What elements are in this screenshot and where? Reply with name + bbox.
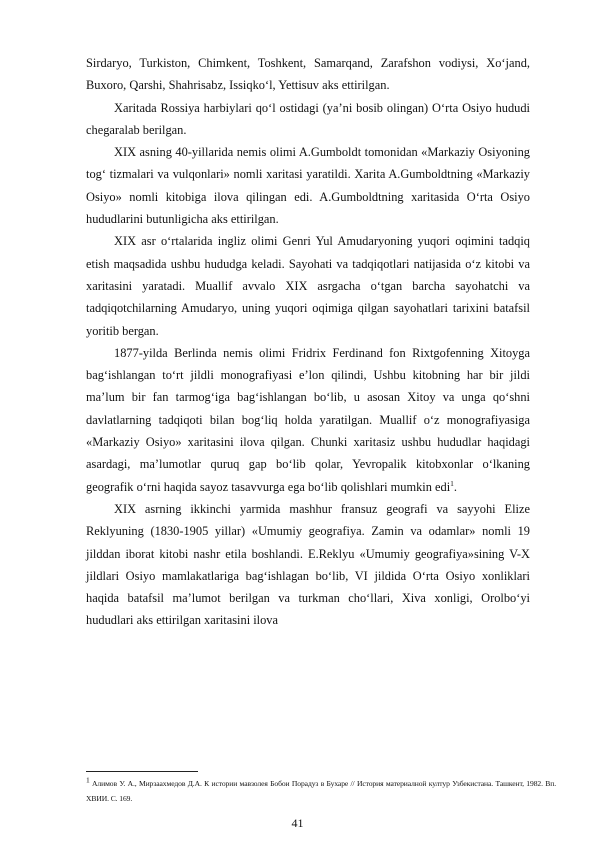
paragraph-3: XIX asning 40-yillarida nemis olimi A.Gumboldt tomonidan «Markaziy Osiyoning tog‘ tizmalari va vulqonlari» nomli xaritasi yaratildi. Xarita A.Gumboldtning «Markaziy Osiyo» nomli kitobiga ilova qilingan edi. A.Gumboldtning xaritasida O‘rta Osiyo hududlarini butunligicha aks ettirilgan. xyxy=(86,145,530,227)
paragraph-1: Sirdaryo, Turkiston, Chimkent, Toshkent, Samarqand, Zarafshon vodiysi, Xo‘jand, Buxoro, Qarshi, Shahrisabz, Issiqko‘l, Yettisuv aks ettirilgan. xyxy=(86,56,530,93)
footnote xyxy=(86,776,556,806)
footnote-reference: 1 xyxy=(450,478,454,488)
footnote-text: Алимов У. А., Мирзаахмедов Д.А. К истории мавзолея Бобои Порадуз в Бухаре // История материалной култур Узбекистана. Ташкент, 1982. Вп. ХВИИ. С. 169. xyxy=(86,779,556,803)
paragraph-2: Xaritada Rossiya harbiylari qo‘l ostidagi (ya’ni bosib olingan) O‘rta Osiyo hududi chegaralab berilgan. xyxy=(86,100,530,137)
paragraph-5-text: 1877-yilda Berlinda nemis olimi Fridrix Ferdinand fon Rixtgofenning Xitoyga bag‘ishlangan to‘rt jildli monografiyasi e’lon qilindi, Ushbu kitobning har bir jildi ma’lum bir fan tarmog‘iga bag‘ishlangan bo‘lib, u asosan Xitoy va unga qo‘shni davlatlarning tadqiqoti bilan bog‘liq holda yaratilgan. Muallif o‘z monografiyasiga «Markaziy Osiyo» xaritasini ilova qilgan. Chunki xaritasiz ushbu hududlar haqidagi asardagi, ma’lumotlar quruq gap bo‘lib qolar, Yevropalik kitobxonlar o‘lkaning geografik o‘rni haqida sayoz tasavvurga ega bo‘lib qolishlari mumkin edi xyxy=(86,345,530,494)
footnote-divider xyxy=(86,771,198,772)
footnote-area xyxy=(86,771,556,806)
page-number: 41 xyxy=(291,816,304,830)
paragraph-4: XIX asr o‘rtalarida ingliz olimi Genri Yul Amudaryoning yuqori oqimini tadqiq etish maqsadida ushbu hududga keladi. Sayohati va tadqiqotlari natijasida o‘z kitobi va xaritasini yaratadi. Muallif avvalo XIX asrgacha o‘tgan barcha sayohatchi va tadqiqotchilarning Amudaryo, uning yuqori oqimiga qilgan sayohatlari tarixini batafsil yoritib bergan. xyxy=(86,234,530,338)
paragraph-5: 1877-yilda Berlinda nemis olimi Fridrix Ferdinand fon Rixtgofenning Xitoyga bag‘ishlangan to‘rt jildli monografiyasi e’lon qilindi, Ushbu kitobning har bir jildi ma’lum bir fan tarmog‘iga bag‘ishlangan bo‘lib, u asosan Xitoy va unga qo‘shni davlatlarning tadqiqoti bilan bog‘liq holda yaratilgan. Muallif o‘z monografiyasiga «Markaziy Osiyo» xaritasini ilova qilgan. Chunki xaritasiz ushbu hududlar haqidagi asardagi, ma’lumotlar quruq gap bo‘lib qolar, Yevropalik kitobxonlar o‘lkaning geografik o‘rni haqida sayoz tasavvurga ega bo‘lib qolishlari mumkin edi$^1$. xyxy=(86,345,530,494)
footnote-marker: 1 xyxy=(86,775,90,785)
document-body xyxy=(86,52,530,632)
paragraph-6: XIX asrning ikkinchi yarmida mashhur fransuz geografi va sayyohi Elize Reklyuning (1830-1905 yillar) «Umumiy geografiya. Zamin va odamlar» nomli 19 jilddan iborat kitobi nashr etila boshlandi. E.Reklyu «Umumiy geografiya»sining V-X jildlari Osiyo mamlakatlariga bag‘ishlagan bo‘lib, VI jildida O‘rta Osiyo xonliklari haqida batafsil ma’lumot berilgan va turkman cho‘llari, Xiva xonligi, Orolbo‘yi hududlari aks ettirilgan xaritasini ilova xyxy=(86,501,530,628)
